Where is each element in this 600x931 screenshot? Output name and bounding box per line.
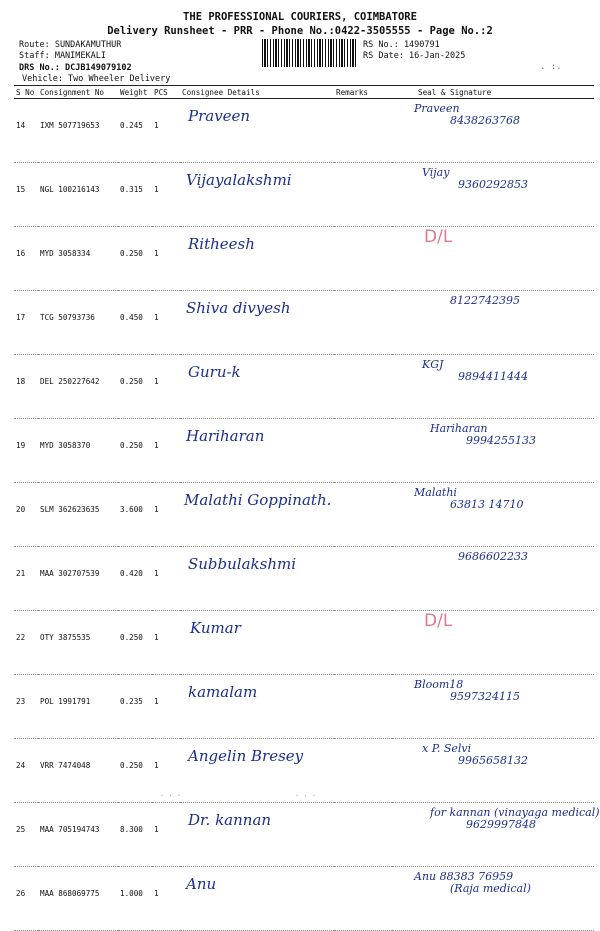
phone-number: 9965658132 <box>458 754 528 767</box>
pcs-cell: 1 <box>152 483 180 547</box>
phone-number: 9360292853 <box>458 178 528 191</box>
table-row <box>14 355 594 419</box>
sno-cell: 23 <box>14 675 38 739</box>
weight-cell: 0.250 <box>118 355 152 419</box>
phone-number: (Raja medical) <box>450 882 531 895</box>
remarks-cell <box>334 867 392 931</box>
remarks-cell <box>334 419 392 483</box>
rs-date: RS Date: 16-Jan-2025 <box>363 51 466 61</box>
consignee-name: Shiva divyesh <box>186 299 291 317</box>
remarks-cell <box>334 355 392 419</box>
signature-text: Bloom18 <box>414 678 464 691</box>
consignee-cell <box>180 163 334 227</box>
consignee-name: Praveen <box>188 107 251 125</box>
consignee-cell <box>180 547 334 611</box>
company-name: THE PROFESSIONAL COURIERS, COIMBATORE <box>183 11 417 23</box>
signature-cell <box>392 227 594 291</box>
table-row <box>14 867 594 931</box>
consignee-name: Kumar <box>190 619 241 637</box>
pcs-cell: 1 <box>152 547 180 611</box>
signature-cell <box>392 803 600 867</box>
signature-text: x P. Selvi <box>422 742 472 755</box>
signature-text: for kannan (vinayaga medical) <box>430 806 600 819</box>
phone-number: 9629997848 <box>466 818 536 831</box>
consignment-cell: VRR 7474048 <box>38 739 118 803</box>
table-row <box>14 163 594 227</box>
vehicle-label: Vehicle: Two Wheeler Delivery <box>22 74 171 84</box>
sno-cell: 16 <box>14 227 38 291</box>
phone-number: 9686602233 <box>458 550 528 563</box>
consignee-cell <box>180 99 334 163</box>
remarks-cell <box>334 611 392 675</box>
drs-number: DRS No.: DCJB149079102 <box>19 63 132 73</box>
table-row <box>14 483 594 547</box>
consignee-name: Subbulakshmi <box>188 555 297 573</box>
consignment-cell: OTY 3875535 <box>38 611 118 675</box>
remarks-cell <box>334 547 392 611</box>
weight-cell: 0.235 <box>118 675 152 739</box>
weight-cell: 0.250 <box>118 227 152 291</box>
consignment-cell: MYD 3058334 <box>38 227 118 291</box>
pcs-cell: 1 <box>152 99 180 163</box>
consignment-cell: MYD 3058370 <box>38 419 118 483</box>
table-header <box>14 86 594 99</box>
consignee-cell <box>180 227 334 291</box>
consignee-name: kamalam <box>188 683 258 701</box>
signature-cell <box>392 483 594 547</box>
col-sno: S No <box>14 86 38 99</box>
phone-number: 9894411444 <box>458 370 528 383</box>
col-weight: Weight <box>118 86 152 99</box>
col-consignee: Consignee Details <box>180 86 334 99</box>
weight-cell: 0.420 <box>118 547 152 611</box>
consignment-cell: NGL 100216143 <box>38 163 118 227</box>
consignment-cell: MAA 705194743 <box>38 803 118 867</box>
phone-number: 8438263768 <box>450 114 520 127</box>
signature-cell <box>392 547 594 611</box>
table-row <box>14 611 594 675</box>
sno-cell: 14 <box>14 99 38 163</box>
pcs-cell: 1 <box>152 163 180 227</box>
pcs-cell: 1 <box>152 291 180 355</box>
pcs-cell: 1 <box>152 227 180 291</box>
signature-cell <box>392 99 594 163</box>
signature-text: Praveen <box>414 102 460 115</box>
weight-cell: 0.315 <box>118 163 152 227</box>
remarks-cell <box>334 291 392 355</box>
signature-cell <box>392 355 594 419</box>
weight-cell: 0.250 <box>118 419 152 483</box>
consignment-cell: IXM 507719653 <box>38 99 118 163</box>
consignee-cell <box>180 483 334 547</box>
runsheet-title: Delivery Runsheet - PRR - Phone No.:0422-3505555 - Page No.:2 <box>107 25 493 37</box>
sno-cell: 20 <box>14 483 38 547</box>
consignment-cell: MAA 868069775 <box>38 867 118 931</box>
consignee-name: Malathi Goppinath. <box>184 491 332 509</box>
remarks-cell <box>334 675 392 739</box>
delivered-mark: D/L <box>424 227 453 247</box>
sno-cell: 25 <box>14 803 38 867</box>
signature-cell <box>392 675 594 739</box>
table-row <box>14 291 594 355</box>
consignee-name: Angelin Bresey <box>188 747 304 765</box>
remarks-cell <box>334 163 392 227</box>
remarks-cell <box>334 739 392 803</box>
consignee-name: Vijayalakshmi <box>186 171 292 189</box>
consignment-cell: SLM 362623635 <box>38 483 118 547</box>
route-label: Route: SUNDAKAMUTHUR <box>19 40 122 50</box>
weight-cell: 3.600 <box>118 483 152 547</box>
pcs-cell: 1 <box>152 675 180 739</box>
remarks-cell <box>334 483 392 547</box>
table-row <box>14 675 594 739</box>
signature-cell <box>392 419 594 483</box>
sno-cell: 17 <box>14 291 38 355</box>
consignee-cell <box>180 419 334 483</box>
consignment-cell: POL 1991791 <box>38 675 118 739</box>
scan-specks: . :. <box>540 62 562 72</box>
consignment-cell: TCG 50793736 <box>38 291 118 355</box>
pcs-cell: 1 <box>152 739 180 803</box>
weight-cell: 8.300 <box>118 803 152 867</box>
sno-cell: 15 <box>14 163 38 227</box>
table-row <box>14 99 594 163</box>
sno-cell: 19 <box>14 419 38 483</box>
phone-number: 9994255133 <box>466 434 536 447</box>
consignment-cell: DEL 250227642 <box>38 355 118 419</box>
pcs-cell: 1 <box>152 611 180 675</box>
weight-cell: 0.245 <box>118 99 152 163</box>
consignee-cell <box>180 355 334 419</box>
consignee-name: Ritheesh <box>188 235 255 253</box>
consignee-cell <box>180 867 334 931</box>
scan-artifact: · · · <box>160 792 182 800</box>
signature-text: Hariharan <box>430 422 488 435</box>
consignee-cell <box>180 675 334 739</box>
signature-cell <box>392 867 594 931</box>
col-signature: Seal & Signature <box>392 86 594 99</box>
signature-text: Anu 88383 76959 <box>414 870 514 883</box>
pcs-cell: 1 <box>152 803 180 867</box>
consignee-name: Anu <box>186 875 217 893</box>
delivered-mark: D/L <box>424 611 453 631</box>
table-row <box>14 803 594 867</box>
table-row <box>14 547 594 611</box>
weight-cell: 0.250 <box>118 611 152 675</box>
weight-cell: 0.250 <box>118 739 152 803</box>
col-consignment: Consignment No <box>38 86 118 99</box>
signature-cell <box>392 291 594 355</box>
table-row <box>14 227 594 291</box>
rs-number: RS No.: 1490791 <box>363 40 440 50</box>
remarks-cell <box>334 99 392 163</box>
consignee-cell <box>180 803 334 867</box>
pcs-cell: 1 <box>152 419 180 483</box>
col-remarks: Remarks <box>334 86 392 99</box>
consignee-name: Guru-k <box>188 363 241 381</box>
phone-number: 8122742395 <box>450 294 520 307</box>
pcs-cell: 1 <box>152 355 180 419</box>
consignment-cell: MAA 302707539 <box>38 547 118 611</box>
runsheet-table <box>14 85 600 931</box>
phone-number: 9597324115 <box>450 690 520 703</box>
signature-cell <box>392 611 594 675</box>
remarks-cell <box>334 803 392 867</box>
signature-cell <box>392 739 594 803</box>
scan-artifact: · · · <box>295 792 317 800</box>
barcode <box>262 39 356 67</box>
weight-cell: 1.000 <box>118 867 152 931</box>
consignee-name: Dr. kannan <box>188 811 272 829</box>
consignee-cell <box>180 611 334 675</box>
phone-number: 63813 14710 <box>450 498 524 511</box>
sno-cell: 24 <box>14 739 38 803</box>
pcs-cell: 1 <box>152 867 180 931</box>
sno-cell: 26 <box>14 867 38 931</box>
staff-label: Staff: MANIMEKALI <box>19 51 106 61</box>
col-pcs: PCS <box>152 86 180 99</box>
consignee-name: Hariharan <box>186 427 265 445</box>
signature-cell <box>392 163 594 227</box>
signature-text: Malathi <box>414 486 457 499</box>
signature-text: KGJ <box>422 358 444 371</box>
signature-text: Vijay <box>422 166 450 179</box>
table-row <box>14 419 594 483</box>
sno-cell: 18 <box>14 355 38 419</box>
weight-cell: 0.450 <box>118 291 152 355</box>
sno-cell: 22 <box>14 611 38 675</box>
remarks-cell <box>334 227 392 291</box>
sno-cell: 21 <box>14 547 38 611</box>
consignee-cell <box>180 291 334 355</box>
